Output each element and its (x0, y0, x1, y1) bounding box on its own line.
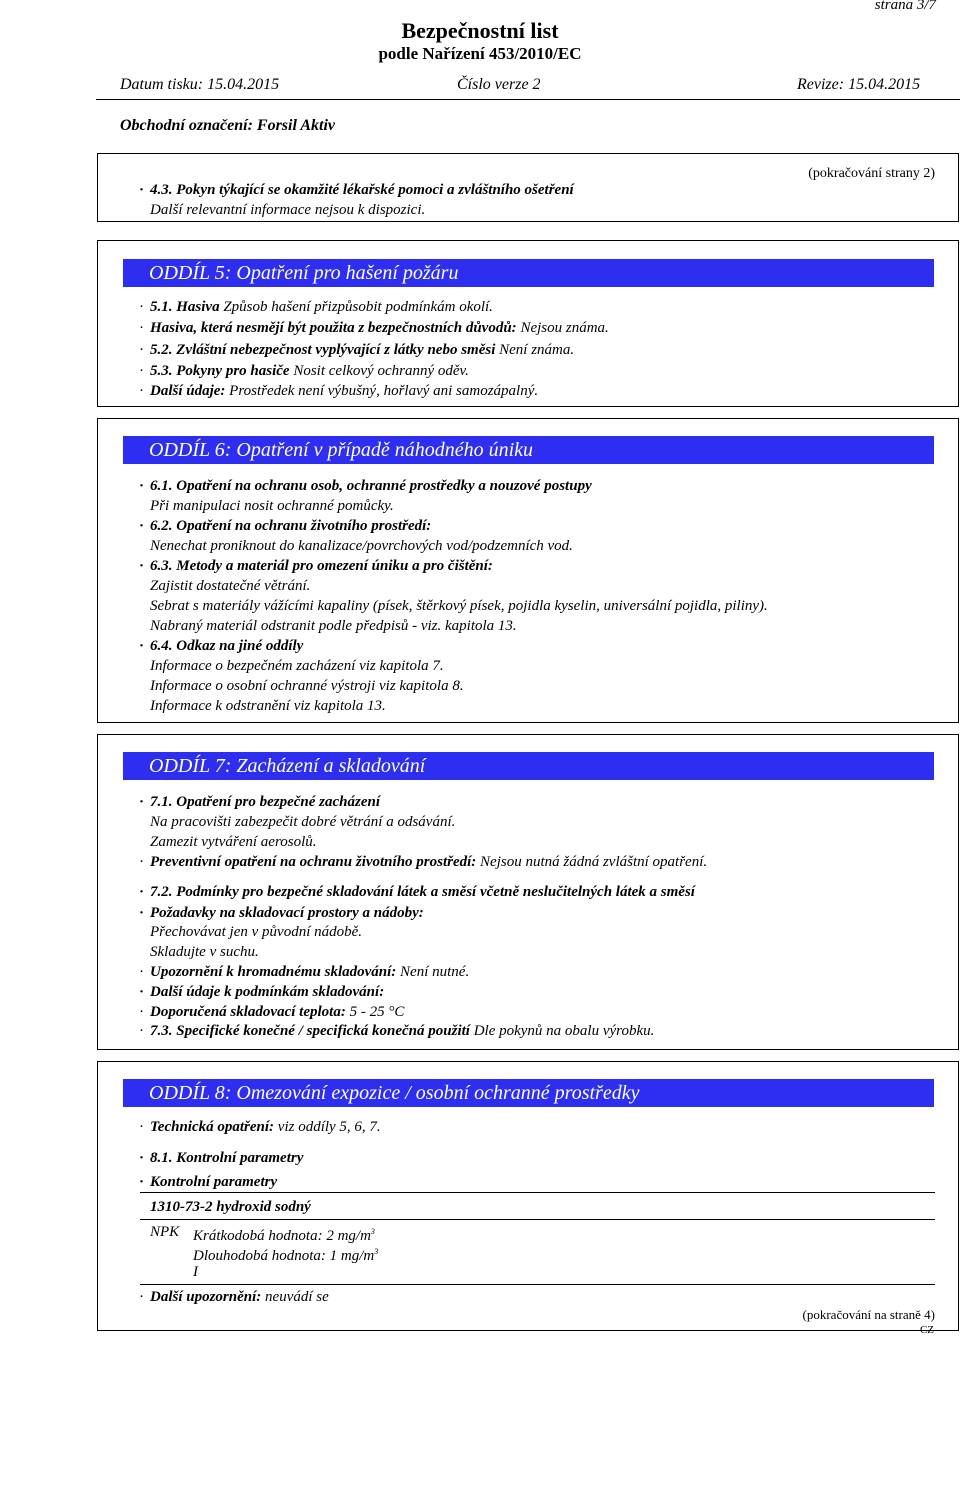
table-rule-mid (140, 1219, 935, 1220)
line-5-1 (150, 297, 493, 317)
text-7-temp: 5 - 25 °C (345, 1004, 405, 1020)
continued-on: (pokračování na straně 4) (802, 1307, 935, 1322)
text-5-1: Způsob hašení přizpůsobit podmínkám okolí. (219, 299, 493, 315)
header-rule (96, 99, 960, 100)
heading-7-1: · 7.1. Opatření pro bezpečné zacházení (150, 792, 380, 812)
language-code: CZ (919, 1324, 934, 1336)
long-term-value (193, 1242, 378, 1266)
long-term-text: Dlouhodobá hodnota: 1 mg/m (193, 1248, 375, 1264)
section7-title: ODDÍL 7: Zacházení a skladování (123, 752, 934, 780)
label-8-tech: Technická opatření: (150, 1119, 275, 1135)
label-5-1b: Hasiva, která nesmějí být použita z bezpečnostních důvodů: (150, 320, 517, 336)
page-number: strana 3/7 (874, 0, 936, 13)
document-subtitle: podle Nařízení 453/2010/EC (378, 44, 582, 63)
heading-7-2: · 7.2. Podmínky pro bezpečné skladování látek a směsí včetně neslučitelných látek a směsí (150, 882, 695, 902)
section8-title: ODDÍL 8: Omezování expozice / osobní ochranné prostředky (123, 1079, 934, 1107)
line-7-bulk (150, 962, 469, 982)
storage-requirements: · Požadavky na skladovací prostory a nádoby: (150, 903, 424, 923)
line-5-other (150, 381, 538, 401)
line-5-2 (150, 340, 574, 360)
text-6-1: Při manipulaci nosit ochranné pomůcky. (150, 498, 394, 514)
heading-6-2: · 6.2. Opatření na ochranu životního prostředí: (150, 516, 431, 536)
line-7-env (150, 852, 707, 872)
text-5-other: Prostředek není výbušný, hořlavý ani samozápalný. (225, 383, 539, 399)
line-7-temp (150, 1002, 404, 1022)
storage-more: · Další údaje k podmínkám skladování: (150, 982, 384, 1002)
trade-name: Obchodní označení: Forsil Aktiv (120, 117, 335, 134)
label-7-temp: Doporučená skladovací teplota: (150, 1004, 346, 1020)
table-rule-bottom (140, 1284, 935, 1285)
text-8-tech: viz oddíly 5, 6, 7. (274, 1119, 381, 1135)
revision-date: Revize: 15.04.2015 (797, 76, 921, 93)
section6-title: ODDÍL 6: Opatření v případě náhodného úniku (123, 436, 934, 464)
text-7-3: Dle pokynů na obalu výrobku. (469, 1023, 655, 1039)
print-date: Datum tisku: 15.04.2015 (120, 76, 280, 93)
text-7-bulk: Není nutné. (396, 964, 470, 980)
text-7-1a: Na pracovišti zabezpečit dobré větrání a odsávání. (150, 814, 456, 830)
label-7-env: Preventivní opatření na ochranu životního prostředí: (150, 854, 477, 870)
storage-req-2: Skladujte v suchu. (150, 944, 259, 960)
short-term-exp: 3 (370, 1227, 375, 1236)
text-5-1b: Nejsou známa. (516, 320, 609, 336)
text-7-1b: Zamezit vytváření aerosolů. (150, 834, 317, 850)
text-6-3b: Sebrat s materiály vážícími kapaliny (písek, štěrkový písek, pojidla kyselin, universální pojidla, piliny). (150, 598, 768, 614)
heading-6-3: · 6.3. Metody a materiál pro omezení úniku a pro čištění: (150, 556, 493, 576)
line-5-3 (150, 361, 469, 381)
storage-req-1: Přechovávat jen v původní nádobě. (150, 924, 363, 940)
short-term-text: Krátkodobá hodnota: 2 mg/m (193, 1228, 371, 1244)
text-5-3: Nosit celkový ochranný oděv. (289, 363, 469, 379)
text-7-env: Nejsou nutná žádná zvláštní opatření. (476, 854, 708, 870)
control-parameters: · Kontrolní parametry (150, 1172, 277, 1192)
label-5-1: 5.1. Hasiva (150, 299, 220, 315)
text-6-4c: Informace k odstranění viz kapitola 13. (150, 698, 386, 714)
continued-from: (pokračování strany 2) (808, 166, 935, 181)
substance-name: 1310-73-2 hydroxid sodný (150, 1199, 311, 1215)
label-8-other: Další upozornění: (150, 1289, 262, 1305)
text-5-2: Není známa. (495, 342, 575, 358)
section5-title: ODDÍL 5: Opatření pro hašení požáru (123, 259, 934, 287)
long-term-exp: 3 (374, 1247, 379, 1256)
heading-6-1: · 6.1. Opatření na ochranu osob, ochranné prostředky a nouzové postupy (150, 476, 592, 496)
label-5-3: 5.3. Pokyny pro hasiče (150, 363, 290, 379)
text-6-4b: Informace o osobní ochranné výstroji viz kapitola 8. (150, 678, 464, 694)
label-5-other: Další údaje: (150, 383, 226, 399)
label-7-bulk: Upozornění k hromadnému skladování: (150, 964, 397, 980)
line-8-tech (150, 1117, 381, 1137)
text-6-3c: Nabraný materiál odstranit podle předpisů - viz. kapitola 13. (150, 618, 517, 634)
text-6-3a: Zajistit dostatečné větrání. (150, 578, 311, 594)
document-title: Bezpečnostní list (401, 18, 559, 43)
text-6-4a: Informace o bezpečném zacházení viz kapitola 7. (150, 658, 444, 674)
text-4-3: Další relevantní informace nejsou k dispozici. (150, 202, 426, 218)
text-8-other: neuvádí se (261, 1289, 329, 1305)
npk-note: I (193, 1264, 198, 1280)
npk-label: NPK (150, 1224, 180, 1240)
version-number: Číslo verze 2 (457, 76, 541, 93)
heading-4-3: · 4.3. Pokyn týkající se okamžité lékařské pomoci a zvláštního ošetření (150, 180, 574, 200)
text-6-2: Nenechat proniknout do kanalizace/povrchových vod/podzemních vod. (150, 538, 573, 554)
line-7-3 (150, 1021, 654, 1041)
label-7-3: 7.3. Specifické konečné / specifická konečná použití (150, 1023, 470, 1039)
line-5-1b (150, 318, 609, 338)
table-rule-top (140, 1192, 935, 1193)
line-8-other (150, 1287, 329, 1307)
label-5-2: 5.2. Zvláštní nebezpečnost vyplývající z látky nebo směsi (150, 342, 496, 358)
heading-6-4: · 6.4. Odkaz na jiné oddíly (150, 636, 303, 656)
heading-8-1: · 8.1. Kontrolní parametry (150, 1148, 303, 1168)
